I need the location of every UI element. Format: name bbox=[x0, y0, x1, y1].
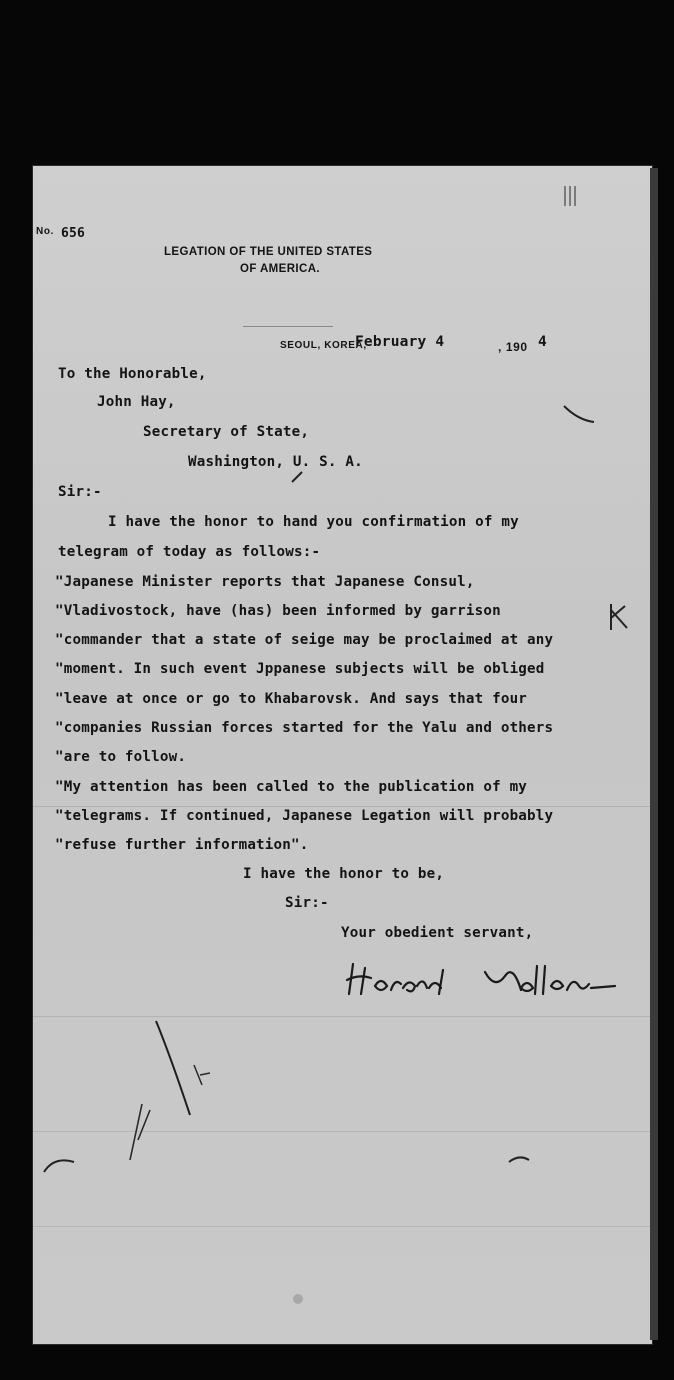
body-line: "companies Russian forces started for the Yalu and others bbox=[55, 720, 554, 736]
letterhead-line2: OF AMERICA. bbox=[240, 263, 320, 275]
ruled-line bbox=[33, 806, 652, 807]
body-line: "commander that a state of seige may be proclaimed at any bbox=[55, 632, 554, 648]
dateline-year-suffix: 4 bbox=[538, 334, 547, 350]
body-line: "My attention has been called to the publication of my bbox=[55, 779, 528, 795]
pen-mark-icon bbox=[505, 1150, 535, 1170]
dateline-rule bbox=[243, 326, 333, 327]
address-line3: Secretary of State, bbox=[143, 424, 310, 440]
paper-blemish bbox=[293, 1294, 303, 1304]
body-line: I have the honor to hand you confirmation of my bbox=[108, 514, 519, 530]
closing-line3: Your obedient servant, bbox=[341, 925, 534, 941]
body-line: "Vladivostock, have (has) been informed by garrison bbox=[55, 603, 501, 619]
salutation: Sir:- bbox=[58, 484, 102, 500]
body-line: "Japanese Minister reports that Japanese Consul, bbox=[55, 574, 475, 590]
signature-handwriting bbox=[345, 960, 620, 1000]
body-line: "leave at once or go to Khabarovsk. And says that four bbox=[55, 691, 528, 707]
body-line: "refuse further information". bbox=[55, 837, 309, 853]
dateline-year-prefix: , 190 bbox=[498, 340, 528, 354]
address-line4: Washington, U. S. A. bbox=[188, 454, 363, 470]
address-line1: To the Honorable, bbox=[58, 366, 207, 382]
address-line2: John Hay, bbox=[97, 394, 176, 410]
pen-mark-icon bbox=[40, 1152, 80, 1182]
body-line: "are to follow. bbox=[55, 749, 187, 765]
page-edge bbox=[650, 168, 658, 1340]
closing-line1: I have the honor to be, bbox=[243, 866, 445, 882]
ruled-line bbox=[33, 1226, 652, 1227]
tick-mark-icon bbox=[288, 466, 308, 486]
body-line: "telegrams. If continued, Japanese Legation will probably bbox=[55, 808, 554, 824]
dateline-month-day: February 4 bbox=[355, 334, 445, 350]
pen-scribble-icon bbox=[112, 1100, 162, 1170]
dateline-place: SEOUL, KOREA, bbox=[280, 340, 367, 351]
body-line: "moment. In such event Jppanese subjects will be obliged bbox=[55, 661, 545, 677]
ruled-line bbox=[33, 1016, 652, 1017]
body-line: telegram of today as follows:- bbox=[58, 544, 321, 560]
edge-mark-icon bbox=[560, 184, 580, 208]
margin-mark-icon bbox=[605, 600, 635, 640]
letterhead-line1: LEGATION OF THE UNITED STATES bbox=[164, 246, 373, 258]
number-prefix: No. bbox=[36, 226, 54, 237]
pen-mark-icon bbox=[560, 400, 600, 430]
document-number: 656 bbox=[61, 226, 86, 241]
closing-line2: Sir:- bbox=[285, 895, 329, 911]
